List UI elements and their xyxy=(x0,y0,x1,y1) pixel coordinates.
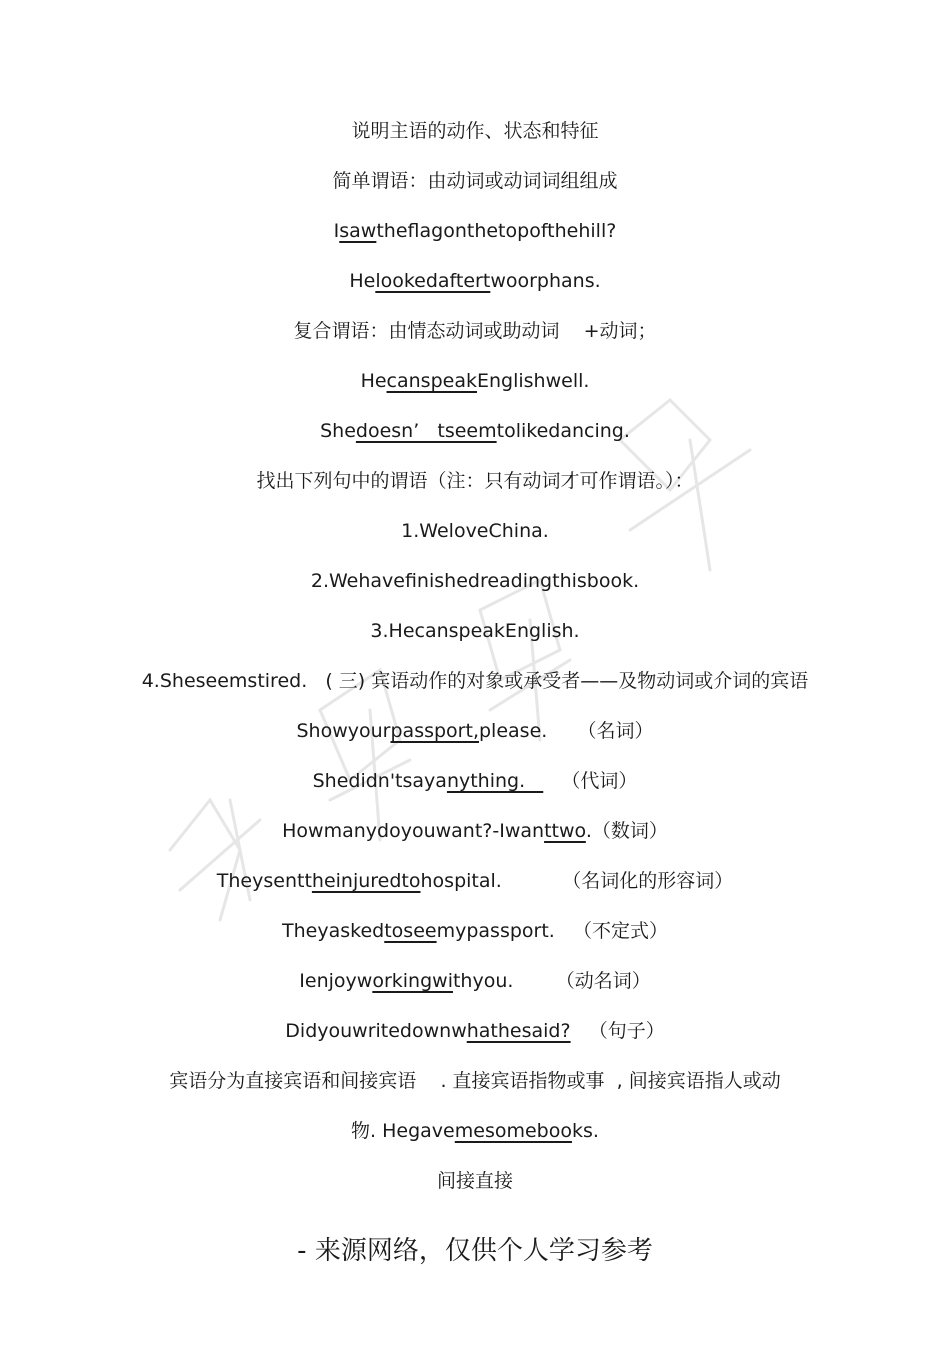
example-sentence: HecanspeakEnglishwell. xyxy=(360,370,590,392)
object-types-explanation: 宾语分为直接宾语和间接宾语 . 直接宾语指物或事 , 间接宾语指人或动 xyxy=(169,1070,781,1092)
underlined-object: heinjuredto xyxy=(311,870,421,892)
underlined-object: nything. xyxy=(446,770,544,792)
object-example: Theyaskedtoseemypassport. （不定式） xyxy=(282,920,668,942)
underlined-object: tosee xyxy=(384,920,437,942)
exercise-item: 3.HecanspeakEnglish. xyxy=(370,620,580,642)
underlined-predicate: doesn’ tseem xyxy=(355,420,497,442)
object-example: Howmanydoyouwant?-Iwanttwo.（数词） xyxy=(282,820,668,842)
object-example: Didyouwritedownwhathesaid? （句子） xyxy=(285,1020,665,1042)
underlined-predicate: canspeak xyxy=(386,370,477,392)
watermark-graphic xyxy=(150,380,770,940)
object-example: Ienjoyworkingwithyou. （动名词） xyxy=(299,970,651,992)
object-example: Showyourpassport,please. （名词） xyxy=(296,720,654,742)
source-footer: - 来源网络，仅供个人学习参考 xyxy=(297,1236,653,1266)
underlined-object: ttwo xyxy=(544,820,586,842)
definition-line: 说明主语的动作、状态和特征 xyxy=(351,120,599,142)
object-example: Shedidn'tsayanything. （代词） xyxy=(312,770,638,792)
underlined-predicate: saw xyxy=(339,220,377,242)
underlined-object: mesomeboo xyxy=(454,1120,572,1142)
simple-predicate-heading: 简单谓语：由动词或动词词组组成 xyxy=(332,170,618,192)
exercise-item: 1.WeloveChina. xyxy=(401,520,549,542)
underlined-object: orkingwi xyxy=(372,970,453,992)
exercise-instruction: 找出下列句中的谓语（注：只有动词才可作谓语。）： xyxy=(256,470,694,492)
double-object-example: 物. Hegavemesomebooks. xyxy=(351,1120,599,1142)
object-example: Theysenttheinjuredtohospital. （名词化的形容词） xyxy=(216,870,734,892)
exercise-item-and-object-heading: 4.Sheseemstired. ( 三) 宾语动作的对象或承受者——及物动词或介词的宾语 xyxy=(141,670,809,692)
exercise-item: 2.Wehavefinishedreadingthisbook. xyxy=(310,570,640,592)
example-sentence: Shedoesn’ tseemtolikedancing. xyxy=(320,420,630,442)
underlined-object: hathesaid? xyxy=(466,1020,571,1042)
underlined-predicate: lookedaftert xyxy=(375,270,491,292)
compound-predicate-heading: 复合谓语：由情态动词或助动词 +动词； xyxy=(293,320,657,342)
underlined-object: passport, xyxy=(390,720,479,742)
example-sentence: Helookedaftertwoorphans. xyxy=(349,270,601,292)
example-sentence: Isawtheflagonthetopofthehill? xyxy=(333,220,617,242)
object-labels: 间接直接 xyxy=(436,1170,513,1192)
